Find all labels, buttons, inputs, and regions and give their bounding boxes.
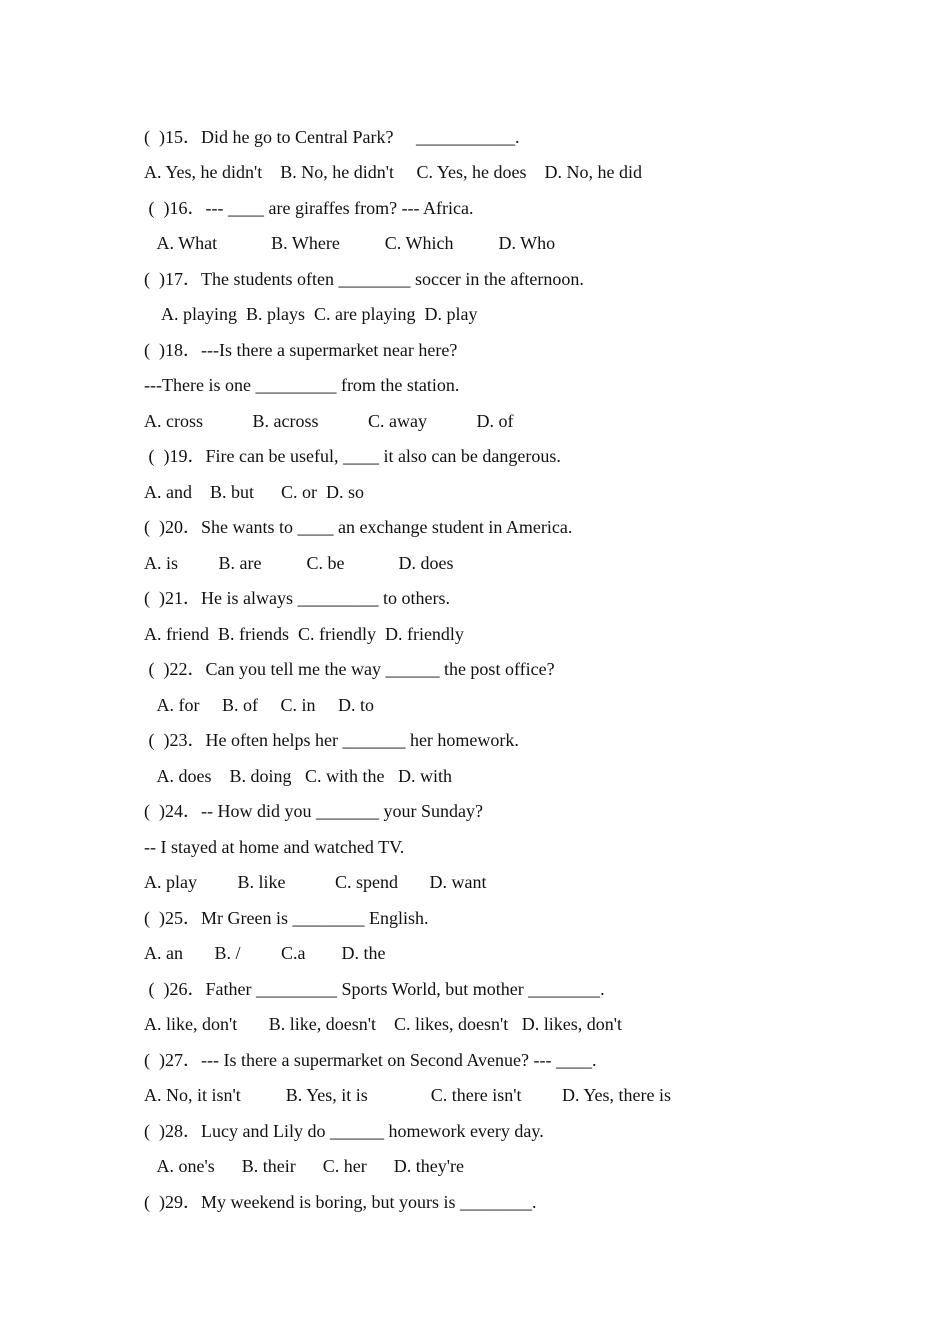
question-28: ( )28．Lucy and Lily do ______ homework every day. <box>144 1121 544 1141</box>
question-27: ( )27．--- Is there a supermarket on Second Avenue? --- ____. <box>144 1050 597 1070</box>
question-15: ( )15．Did he go to Central Park? ___________. <box>144 127 520 147</box>
question-18-reply: ---There is one _________ from the station. <box>144 375 460 395</box>
question-18: ( )18．---Is there a supermarket near here? <box>144 340 458 360</box>
question-24: ( )24．-- How did you _______ your Sunday? <box>144 801 483 821</box>
options-16: A. What B. Where C. Which D. Who <box>144 233 556 253</box>
question-22: ( )22．Can you tell me the way ______ the post office? <box>144 659 555 679</box>
options-27: A. No, it isn't B. Yes, it is C. there isn't D. Yes, there is <box>144 1085 672 1105</box>
options-25: A. an B. / C.a D. the <box>144 943 386 963</box>
options-20: A. is B. are C. be D. does <box>144 553 454 573</box>
question-26: ( )26．Father _________ Sports World, but mother ________. <box>144 979 605 999</box>
question-16: ( )16．--- ____ are giraffes from? --- Africa. <box>144 198 474 218</box>
question-24-reply: -- I stayed at home and watched TV. <box>144 837 405 857</box>
options-26: A. like, don't B. like, doesn't C. likes, doesn't D. likes, don't <box>144 1014 622 1034</box>
question-29: ( )29．My weekend is boring, but yours is ________. <box>144 1192 537 1212</box>
options-24: A. play B. like C. spend D. want <box>144 872 487 892</box>
options-28: A. one's B. their C. her D. they're <box>144 1156 464 1176</box>
options-21: A. friend B. friends C. friendly D. friendly <box>144 624 464 644</box>
options-19: A. and B. but C. or D. so <box>144 482 364 502</box>
question-25: ( )25．Mr Green is ________ English. <box>144 908 429 928</box>
question-20: ( )20．She wants to ____ an exchange student in America. <box>144 517 573 537</box>
question-21: ( )21．He is always _________ to others. <box>144 588 450 608</box>
question-23: ( )23．He often helps her _______ her homework. <box>144 730 519 750</box>
options-17: A. playing B. plays C. are playing D. play <box>144 304 478 324</box>
options-15: A. Yes, he didn't B. No, he didn't C. Yes, he does D. No, he did <box>144 162 642 182</box>
options-22: A. for B. of C. in D. to <box>144 695 375 715</box>
question-19: ( )19．Fire can be useful, ____ it also can be dangerous. <box>144 446 561 466</box>
question-17: ( )17．The students often ________ soccer in the afternoon. <box>144 269 584 289</box>
options-23: A. does B. doing C. with the D. with <box>144 766 453 786</box>
options-18: A. cross B. across C. away D. of <box>144 411 514 431</box>
